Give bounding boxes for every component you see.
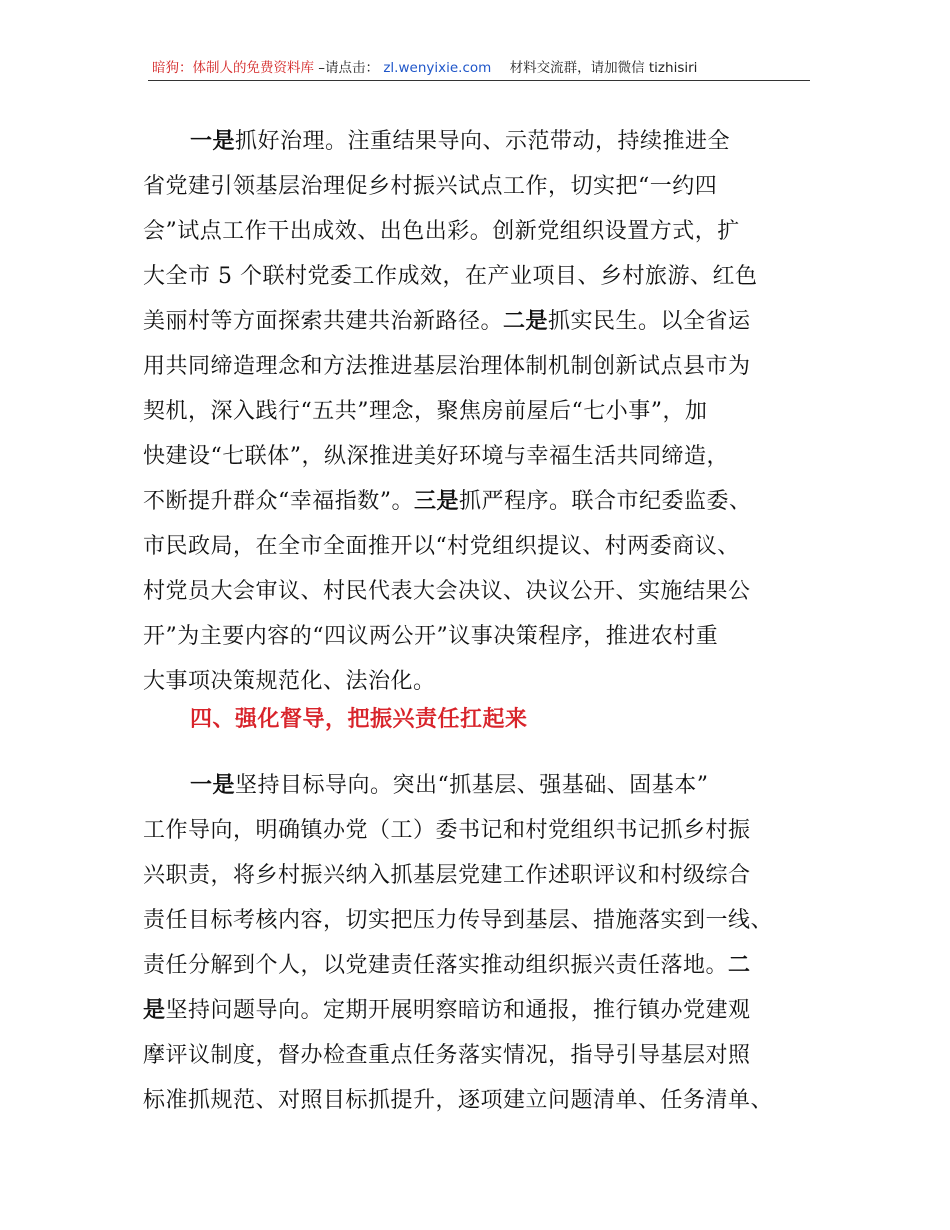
line-text: 抓好治理。注重结果导向、示范带动，持续推进全 <box>235 129 731 154</box>
paragraph-line: 村党员大会审议、村民代表大会决议、决议公开、实施结果公 <box>143 579 751 604</box>
line-text: 以全省运 <box>660 309 751 334</box>
paragraph-line <box>143 482 823 522</box>
bold-lead: 是 <box>143 998 166 1023</box>
paragraph-line: 标准抓规范、对照目标抓提升，逐项建立问题清单、任务清单、 <box>143 1088 774 1113</box>
section-heading: 四、强化督导，把振兴责任扛起来 <box>190 707 528 732</box>
paragraph-line: 契机，深入践行“五共”理念，聚焦房前屋后“七小事”，加 <box>143 399 708 424</box>
line-text: 坚持目标导向。突出“抓基层、强基础、固基本” <box>235 773 709 798</box>
line-text: 责任分解到个人，以党建责任落实推动组织振兴责任落地。 <box>143 953 729 978</box>
paragraph-line: 大全市 5 个联村党委工作成效，在产业项目、乡村旅游、红色 <box>143 264 758 289</box>
bold-lead: 二是 <box>503 309 549 334</box>
paragraph-line: 市民政局，在全市全面推开以“村党组织提议、村两委商议、 <box>143 534 740 559</box>
line-text: 抓实民生。 <box>548 309 661 334</box>
line-text: 抓严程序。 <box>459 489 572 514</box>
header-wechat-note: 材料交流群，请加微信 tizhisiri <box>509 60 698 76</box>
page-header <box>152 59 807 81</box>
paragraph-line: 开”为主要内容的“四议两公开”议事决策程序，推进农村重 <box>143 624 719 649</box>
bold-lead: 一是 <box>190 129 236 154</box>
line-text: 联合市纪委监委、 <box>571 489 752 514</box>
header-url-link[interactable]: zl.wenyixie.com <box>383 60 492 76</box>
paragraph-line: 兴职责，将乡村振兴纳入抓基层党建工作述职评议和村级综合 <box>143 863 751 888</box>
paragraph-line <box>143 991 823 1031</box>
line-text: 美丽村等方面探索共建共治新路径。 <box>143 309 504 334</box>
bold-lead: 二 <box>728 953 751 978</box>
paragraph-line: 工作导向，明确镇办党（工）委书记和村党组织书记抓乡村振 <box>143 818 751 843</box>
header-click-label: –请点击： <box>318 60 380 76</box>
line-text: 不断提升群众“幸福指数”。 <box>143 489 414 514</box>
paragraph-line: 摩评议制度，督办检查重点任务落实情况，指导引导基层对照 <box>143 1043 751 1068</box>
paragraph-line <box>143 302 823 342</box>
line-text: 坚持问题导向。定期开展明察暗访和通报，推行镇办党建观 <box>165 998 751 1023</box>
paragraph-line <box>190 122 870 162</box>
bold-lead: 三是 <box>414 489 460 514</box>
paragraph-line: 责任目标考核内容，切实把压力传导到基层、措施落实到一线、 <box>143 908 774 933</box>
bold-lead: 一是 <box>190 773 236 798</box>
paragraph-line: 省党建引领基层治理促乡村振兴试点工作，切实把“一约四 <box>143 174 718 199</box>
paragraph-line <box>190 766 870 806</box>
paragraph-line: 用共同缔造理念和方法推进基层治理体制机制创新试点县市为 <box>143 354 751 379</box>
paragraph-line: 会”试点工作干出成效、出色出彩。创新党组织设置方式，扩 <box>143 219 740 244</box>
paragraph-line: 大事项决策规范化、法治化。 <box>143 669 436 694</box>
header-divider <box>148 80 810 81</box>
header-site-label: 暗狗：体制人的免费资料库 <box>152 60 314 76</box>
paragraph-line <box>143 946 823 986</box>
paragraph-line: 快建设“七联体”，纵深推进美好环境与幸福生活共同缔造， <box>143 444 729 469</box>
